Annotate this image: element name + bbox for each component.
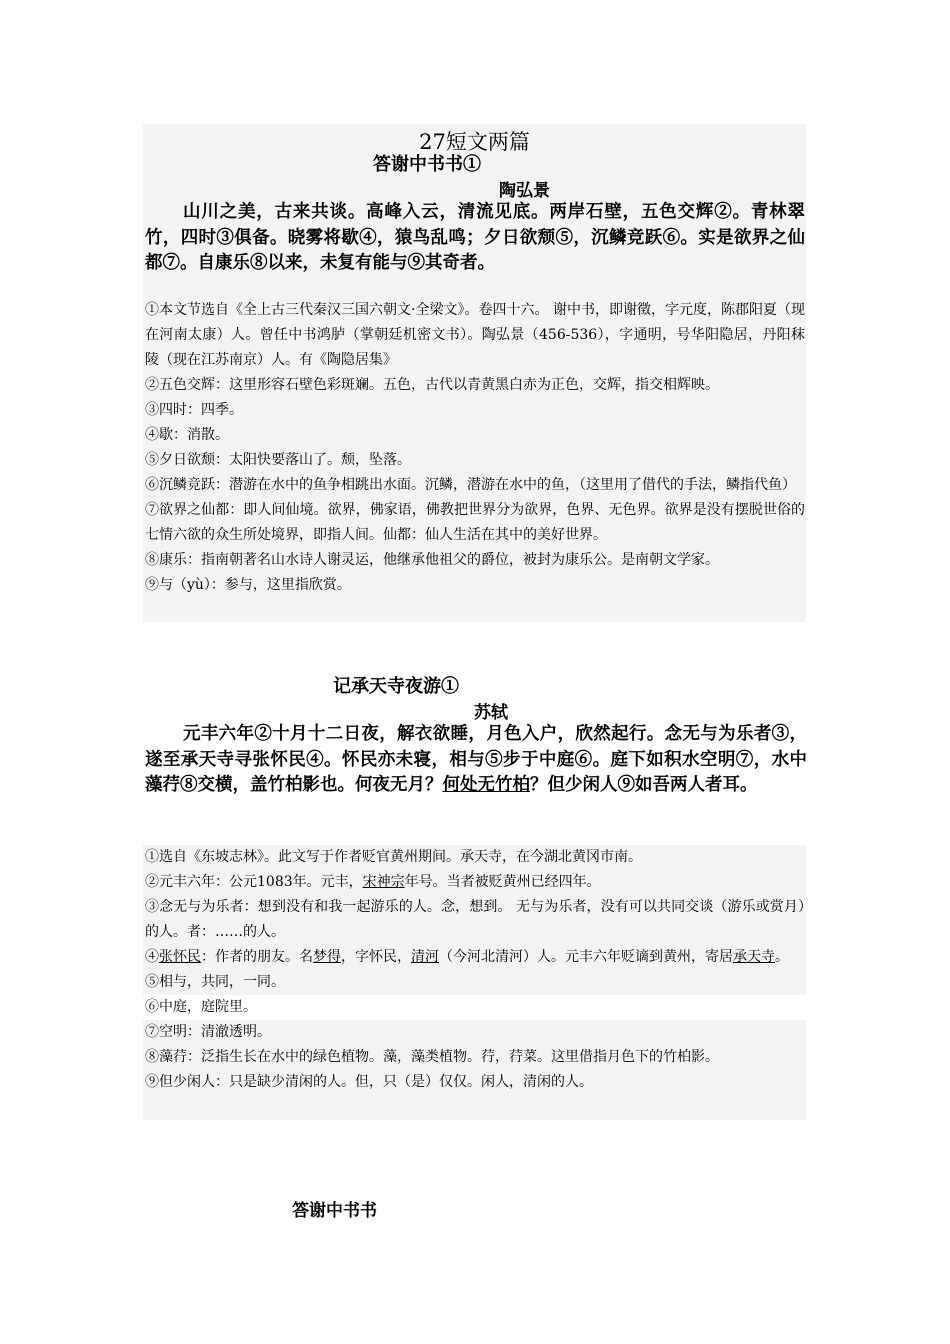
- link-chengtian-temple[interactable]: 承天寺: [733, 949, 775, 965]
- note-item: ②五色交辉：这里形容石壁色彩斑斓。五色，古代以青黄黑白赤为正色，交辉，指交相辉映。: [145, 377, 719, 393]
- link-qinghe[interactable]: 清河: [411, 949, 439, 965]
- link-mengde[interactable]: 梦得: [313, 949, 341, 965]
- note-text: ，字怀民，: [341, 949, 411, 965]
- essay-author-2: 苏轼: [474, 703, 508, 723]
- essay-title-3: 答谢中书书: [292, 1201, 377, 1221]
- note-text: （今河北清河）人。元丰六年贬谪到黄州，寄居: [439, 949, 733, 965]
- note-text: ：作者的朋友。名: [201, 949, 313, 965]
- notes-list-1: [145, 298, 805, 598]
- note-item: ⑨与（yù）：参与，这里指欣赏。: [145, 577, 351, 593]
- note-item: ⑥中庭，庭院里。: [145, 999, 257, 1015]
- note-item: [145, 945, 805, 970]
- note-item: ⑦欲界之仙都：即人间仙境。欲界，佛家语，佛教把世界分为欲界，色界、无色界。欲界是没有摆脱世俗的七情六欲的众生所处境界，即指人间。仙都：仙人生活在其中的美好世界。: [145, 502, 805, 543]
- link-zhang-huaimin[interactable]: 张怀民: [159, 949, 201, 965]
- note-text: 。: [775, 949, 789, 965]
- note-item: ④歇：消散。: [145, 427, 229, 443]
- note-item: ③四时：四季。: [145, 402, 243, 418]
- note-item: ⑦空明：清澈透明。: [145, 1024, 271, 1040]
- note-text: ④: [145, 949, 159, 965]
- note-item: ⑤相与，共同，一同。: [145, 974, 285, 990]
- essay-title-2: 记承天寺夜游①: [333, 676, 459, 697]
- note-item: ⑧康乐：指南朝著名山水诗人谢灵运，他继承他祖父的爵位，被封为康乐公。是南朝文学家。: [145, 552, 719, 568]
- note-item: ⑧藻荇：泛指生长在水中的绿色植物。藻，藻类植物。荇，荇菜。这里借指月色下的竹柏影。: [145, 1049, 719, 1065]
- notes-list-2: [145, 845, 805, 1095]
- note-item: ①选自《东坡志林》。此文写于作者贬官黄州期间。承天寺，在今湖北黄冈市南。: [145, 849, 642, 865]
- essay-title-1: 答谢中书书①: [373, 154, 481, 175]
- note-item: ①本文节选自《全上古三代秦汉三国六朝文·全梁文》。卷四十六。 谢中书，即谢徵，字元度，陈郡阳夏（现在河南太康）人。曾任中书鸿胪（掌朝廷机密文书）。陶弘景（456-536），字通明，号华阳隐居，丹阳秣陵（现在江苏南京）人。有《陶隐居集》: [145, 302, 805, 368]
- essay-body-2: [145, 722, 807, 799]
- note-item: ③念无与为乐者：想到没有和我一起游乐的人。念，想到。 无与为乐者，没有可以共同交谈（游乐或赏月）的人。者：……的人。: [145, 899, 805, 940]
- link-song-shenzong[interactable]: 宋神宗: [362, 874, 405, 890]
- essay-author-1: 陶弘景: [499, 181, 550, 201]
- note-text: 年号。当者被贬黄州已经四年。: [404, 874, 601, 890]
- note-item: ⑨但少闲人：只是缺少清闲的人。但，只（是）仅仅。闲人，清闲的人。: [145, 1074, 593, 1090]
- note-item: ⑤夕日欲颓：太阳快要落山了。颓，坠落。: [145, 452, 411, 468]
- essay-body-1: 山川之美，古来共谈。高峰入云，清流见底。两岸石壁，五色交辉②。青林翠竹，四时③俱备。晓雾将歇④，猿鸟乱鸣；夕日欲颓⑤，沉鳞竞跃⑥。实是欲界之仙都⑦。自康乐⑧以来，未复有能与⑨其奇者。: [145, 202, 805, 273]
- lesson-title: 27短文两篇: [419, 130, 530, 154]
- body-text: 元丰六年②十月十二日夜，解衣欲睡，月色入户，欣然起行。念无与为乐者③，遂至承天寺寻张怀民④。怀民亦未寝，相与⑤步于中庭⑥。庭下如积水空明⑦，水中藻荇⑧交横，盖竹柏影也。何夜无月？: [145, 724, 807, 795]
- underlined-phrase: 何处无竹柏: [442, 775, 530, 795]
- note-item: [145, 870, 805, 895]
- body-text: ？但少闲人⑨如吾两人者耳。: [530, 775, 758, 795]
- note-text: ②元丰六年：公元1083年。元丰，: [145, 874, 363, 890]
- section-daxie-zhongshu-shu: [143, 124, 806, 622]
- note-item: ⑥沉鳞竞跃：潜游在水中的鱼争相跳出水面。沉鳞，潜游在水中的鱼，（这里用了借代的手法，鳞指代鱼）: [145, 477, 796, 493]
